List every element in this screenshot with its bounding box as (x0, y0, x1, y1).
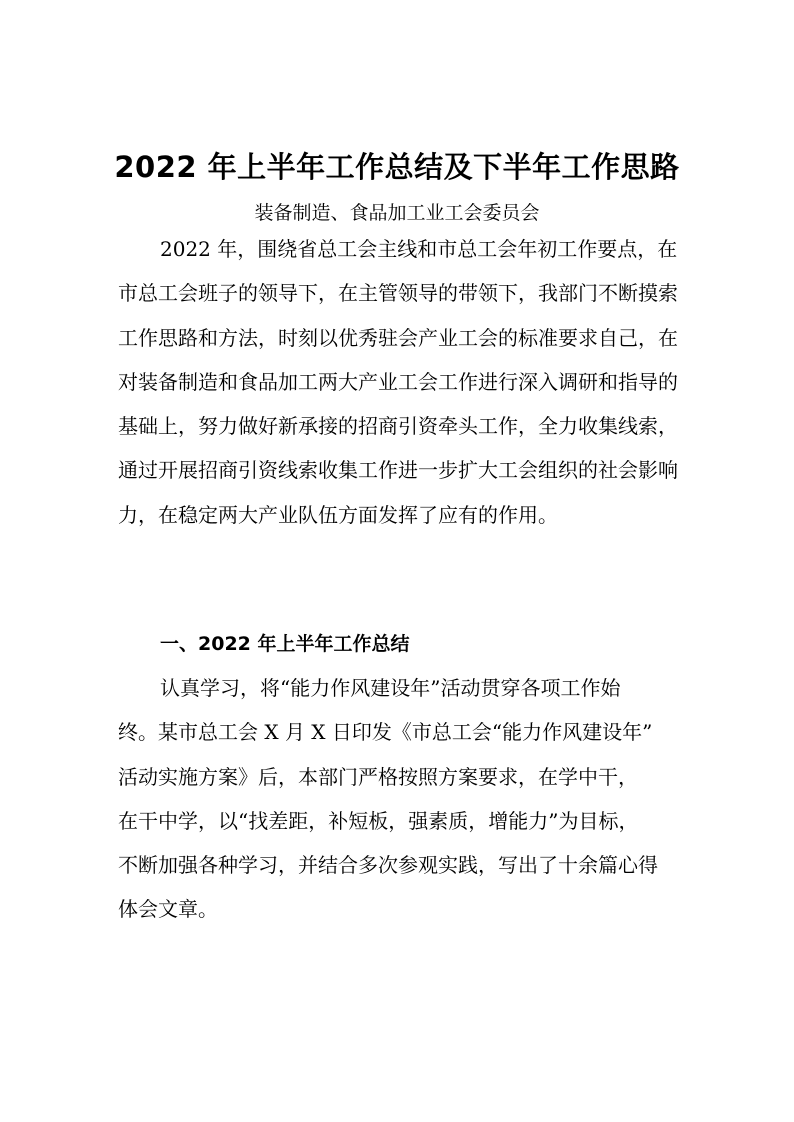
paragraph-line: 终。某市总工会 X 月 X 日印发《市总工会“能力作风建设年” (118, 720, 653, 745)
paragraph-line: 体会文章。 (118, 897, 218, 922)
paragraph-line: 认真学习，将“能力作风建设年”活动贯穿各项工作始 (160, 676, 621, 700)
paragraph-line: 在干中学，以“找差距，补短板，强素质，增能力”为目标， (118, 808, 639, 833)
body-paragraph-1: 2022 年，围绕省总工会主线和市总工会年初工作要点，在市总工会班子的领导下，在主管领导的带领下，我部门不断摸索工作思路和方法，时刻以优秀驻会产业工会的标准要求自己，在对装备制造和食品加工两大产业工会工作进行深入调研和指导的基础上，努力做好新承接的招商引资牵头工作，全力收集线索，通过开展招商引资线索收集工作进一步扩大工会组织的社会影响力，在稳定两大产业队伍方面发挥了应有的作用。 (118, 237, 678, 527)
document-subtitle: 装备制造、食品加工业工会委员会 (254, 202, 540, 224)
document-title: 2022 年上半年工作总结及下半年工作思路 (114, 150, 680, 184)
paragraph-line: 活动实施方案》后，本部门严格按照方案要求，在学中干， (118, 764, 638, 789)
section-heading-1: 一、2022 年上半年工作总结 (160, 633, 410, 655)
paragraph-line: 不断加强各种学习，并结合多次参观实践，写出了十余篇心得 (118, 853, 658, 878)
body-paragraph-2 (118, 666, 690, 932)
